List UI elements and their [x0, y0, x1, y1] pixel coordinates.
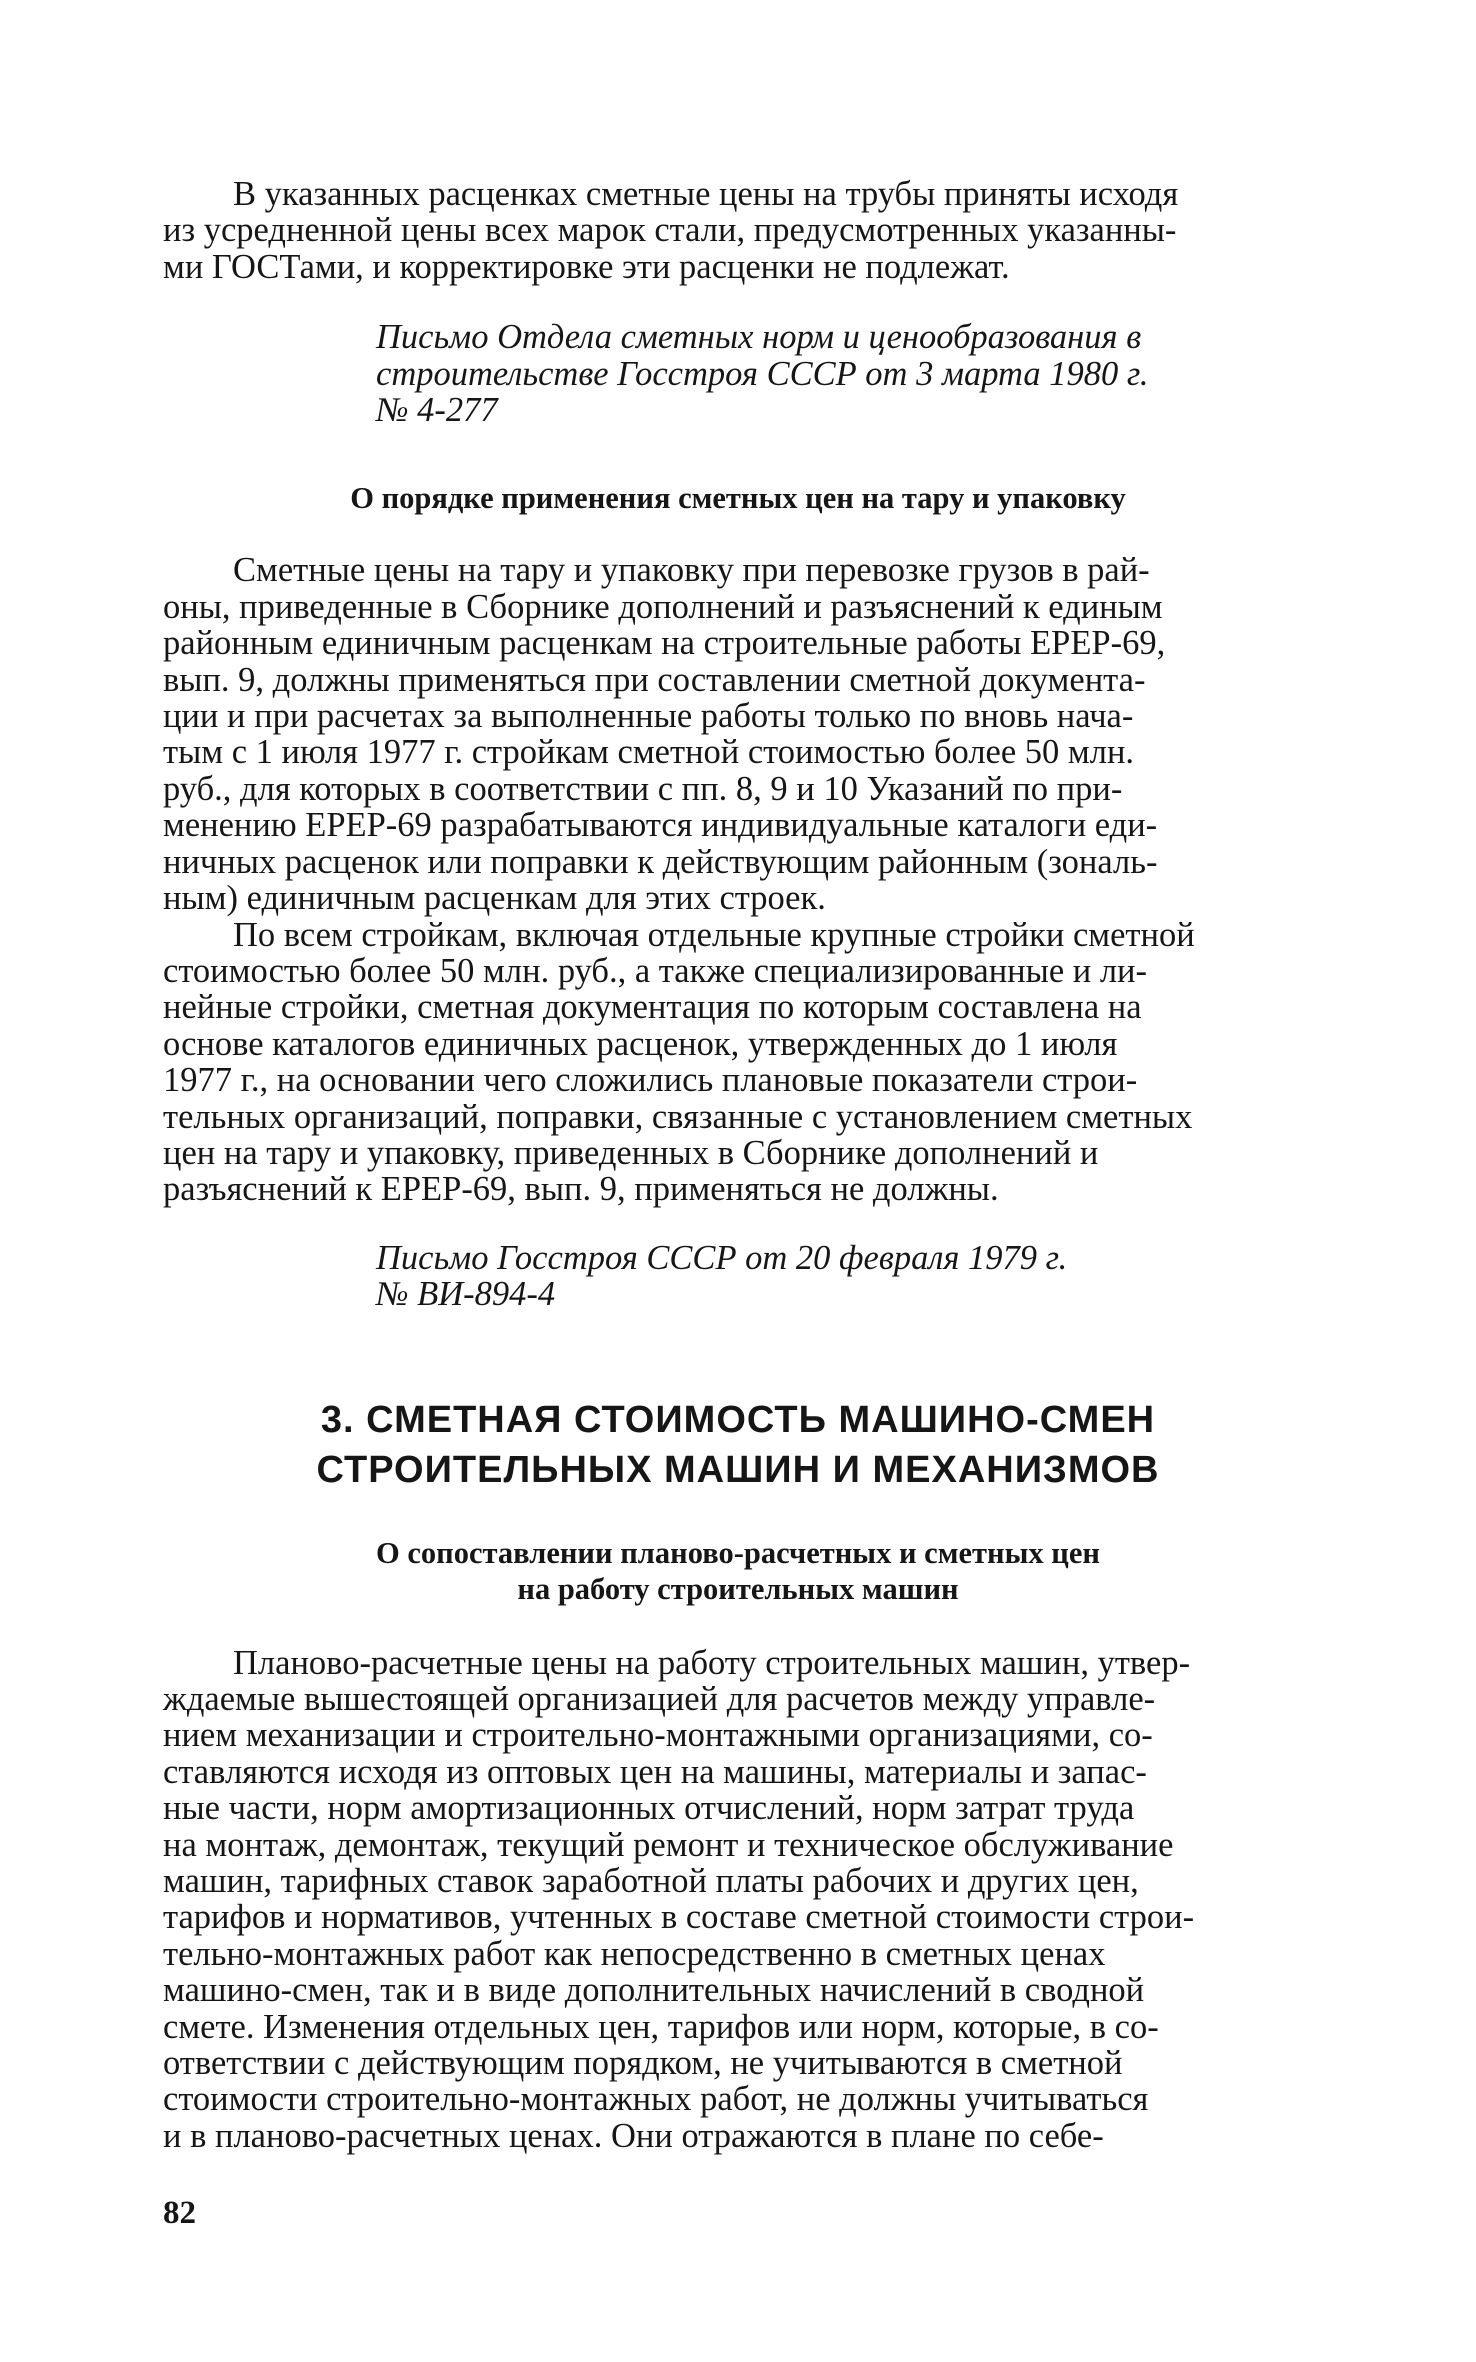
paragraph-all-constructions: По всем стройкам, включая отдельные крупные стройки сметной стоимостью более 50 млн. руб., а также специализированные и ли- нейные стройки, сметная документация по которым составлена на основе каталогов единичных расценок, утвержденных до 1 июля 1977 г., на основании чего сложились плановые показатели строи- тельных организаций, поправки, связанные с установлением сметных цен на тару и упаковку, приведенных в Сборнике дополнений и разъяснений к ЕРЕР-69, вып. 9, применяться не должны.	[163, 915, 1195, 1209]
paragraph-planned-prices: Планово-расчетные цены на работу строительных машин, утвер- ждаемые вышестоящей организацией для расчетов между управле- нием механизации и строительно-монтажными организациями, со- ставляются исходя из оптовых цен на машины, материалы и запас- ные части, норм амортизационных отчислений, норм затрат труда на монтаж, демонтаж, текущий ремонт и техническое обслуживание машин, тарифных ставок заработной платы рабочих и других цен, тарифов и нормативов, учтенных в составе сметной стоимости строи- тельно-монтажных работ как непосредственно в сметных ценах машино-смен, так и в виде дополнительных начислений в сводной смете. Изменения отдельных цен, тарифов или норм, которые, в со- ответствии с действующим порядком, не учитываются в сметной стоимости строительно-монтажных работ, не должны учитываться и в планово-расчетных ценах. Они отражаются в плане по себе-	[163, 1643, 1195, 2155]
page-body	[163, 176, 1313, 2154]
heading-packaging-prices: О порядке применения сметных цен на тару и упаковку	[350, 481, 1126, 516]
citation-letter-1979: Письмо Госстроя СССР от 20 февраля 1979 г. № ВИ-894-4	[376, 1238, 1068, 1314]
paragraph-packaging-rules: Сметные цены на тару и упаковку при перевозке грузов в рай- оны, приведенные в Сборнике дополнений и разъяснений к единым районным единичным расценкам на строительные работы ЕРЕР-69, вып. 9, должны применяться при составлении сметной документа- ции и при расчетах за выполненные работы только по вновь нача- тым с 1 июля 1977 г. стройкам сметной стоимостью более 50 млн. руб., для которых в соответствии с пп. 8, 9 и 10 Указаний по при- менению ЕРЕР-69 разрабатываются индивидуальные каталоги еди- ничных расценок или поправки к действующим районным (зональ- ным) единичным расценкам для этих строек.	[163, 551, 1166, 918]
subheading-price-comparison: О сопоставлении планово-расчетных и сметных цен на работу строительных машин	[376, 1535, 1100, 1606]
paragraph-pipe-prices: В указанных расценках сметные цены на трубы приняты исходя из усредненной цены всех марок стали, предусмотренных указанны- ми ГОСТами, и корректировке эти расценки не подлежат.	[163, 175, 1179, 286]
section-title-machine-shifts: 3. СМЕТНАЯ СТОИМОСТЬ МАШИНО-СМЕН СТРОИТЕЛЬНЫХ МАШИН И МЕХАНИЗМОВ	[316, 1398, 1160, 1491]
citation-letter-1980: Письмо Отдела сметных норм и ценообразования в строительстве Госстроя СССР от 3 марта 1980 г. № 4-277	[376, 318, 1149, 430]
page-number: 82	[163, 2195, 196, 2231]
